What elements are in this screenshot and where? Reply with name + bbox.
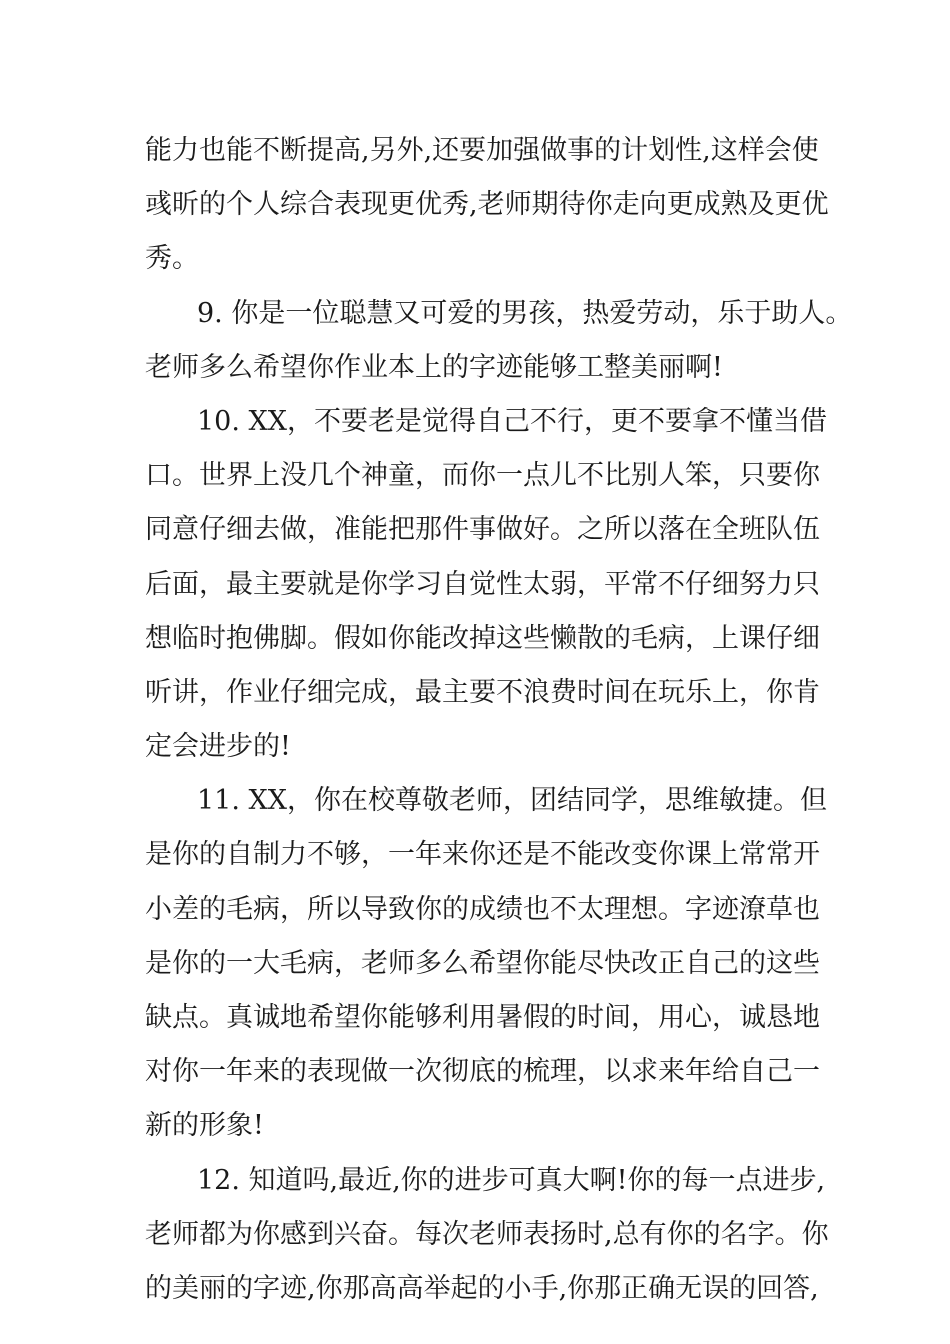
text-line: 定会进步的! [145,731,291,763]
document-body [145,124,853,1316]
text-line: 后面，最主要就是你学习自觉性太弱，平常不仔细努力只 [145,568,820,600]
text-line: 能力也能不断提高,另外,还要加强做事的计划性,这样会使 [145,135,819,166]
text-line: 对你一年来的表现做一次彻底的梳理，以求来年给自己一 [145,1056,820,1088]
text-line: 想临时抱佛脚。假如你能改掉这些懒散的毛病，上课仔细 [145,622,820,654]
text-line: 同意仔细去做，准能把那件事做好。之所以落在全班队伍 [145,514,820,546]
text-line: 秀。 [145,243,199,275]
text-line: 的美丽的字迹,你那高高举起的小手,你那正确无误的回答, [145,1272,819,1304]
text-line: 是你的一大毛病，老师多么希望你能尽快改正自己的这些 [145,947,820,979]
paragraph-11-first-line: 11. XX，你在校尊敬老师，团结同学，思维敏捷。但 [197,785,827,817]
text-line: 口。世界上没几个神童，而你一点儿不比别人笨，只要你 [145,460,820,492]
text-line: 老师多么希望你作业本上的字迹能够工整美丽啊! [145,351,723,383]
text-line: 老师都为你感到兴奋。每次老师表扬时,总有你的名字。你 [145,1218,829,1250]
paragraph-10-first-line: 10. XX，不要老是觉得自己不行，更不要拿不懂当借 [197,405,827,437]
text-line: 小差的毛病，所以导致你的成绩也不太理想。字迹潦草也 [145,893,820,925]
text-line: 彧昕的个人综合表现更优秀,老师期待你走向更成熟及更优 [145,189,829,221]
text-line: 是你的自制力不够，一年来你还是不能改变你课上常常开 [145,839,820,871]
text-line: 新的形象! [145,1110,264,1142]
paragraph-12-first-line: 12. 知道吗,最近,你的进步可真大啊!你的每一点进步, [197,1164,826,1196]
paragraph-9-first-line: 9. 你是一位聪慧又可爱的男孩，热爱劳动，乐于助人。 [197,297,853,329]
text-line: 缺点。真诚地希望你能够利用暑假的时间，用心，诚恳地 [145,1002,820,1033]
text-line: 听讲，作业仔细完成，最主要不浪费时间在玩乐上，你肯 [145,676,820,708]
